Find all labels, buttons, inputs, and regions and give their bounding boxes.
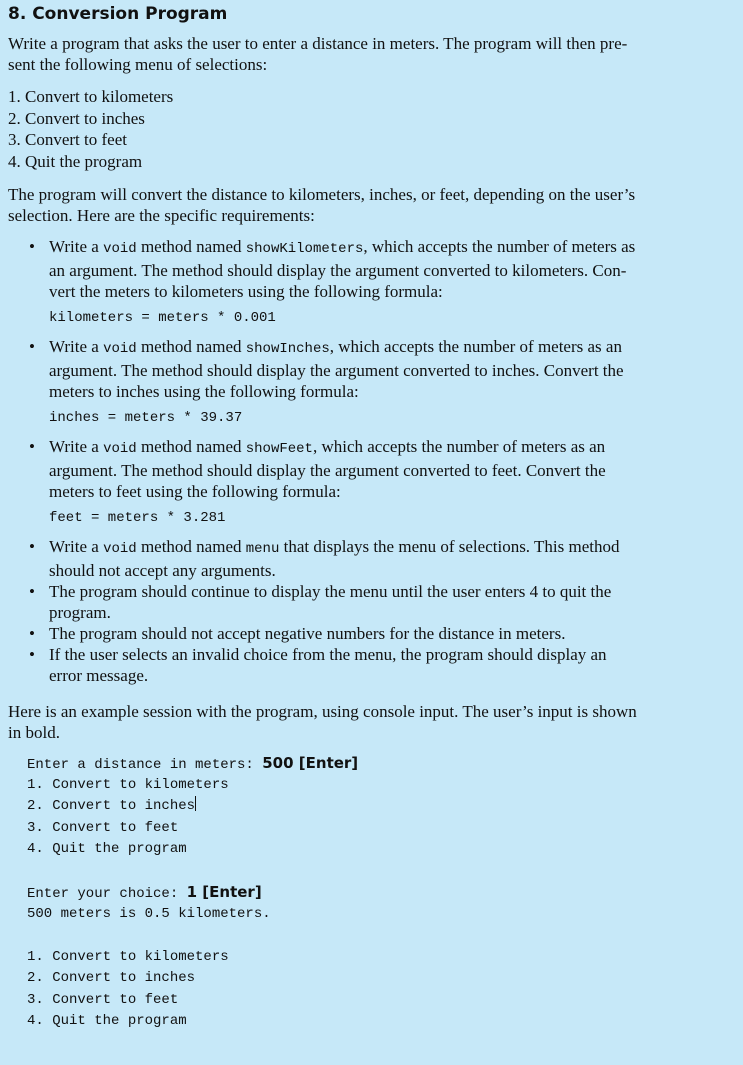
text: an argument. The method should display the argument converted to kilometers. Con- [49, 261, 627, 280]
blank-line [27, 925, 733, 947]
user-input: 500 [Enter] [262, 754, 359, 772]
session-line: 1. Convert to kilometers [27, 776, 229, 793]
requirements-intro-line-1: The program will convert the distance to kilometers, inches, or feet, depending on the user’s [8, 185, 636, 204]
requirement-item [8, 436, 733, 528]
text: error message. [49, 666, 149, 685]
text-cursor [195, 796, 196, 811]
text: method named [136, 437, 246, 456]
bullet-icon: • [29, 645, 35, 664]
text: in bold. [8, 723, 60, 742]
section-heading: 8. Conversion Program [8, 4, 228, 24]
prompt-text: Enter your choice: [27, 886, 187, 902]
session-line: 4. Quit the program [27, 841, 187, 857]
code-method-name: showKilometers [245, 241, 364, 257]
requirements-intro-line-2: selection. Here are the specific requirements: [8, 206, 315, 225]
text: method named [136, 337, 246, 356]
text: Write a [49, 537, 104, 556]
formula: inches = meters * 39.37 [49, 410, 243, 426]
requirement-item [8, 336, 733, 428]
text: vert the meters to kilometers using the following formula: [49, 282, 443, 301]
text: argument. The method should display the argument converted to feet. Convert the [49, 461, 606, 480]
menu-item: 1. Convert to kilometers [8, 87, 174, 106]
requirements-list [8, 236, 733, 686]
text: should not accept any arguments. [49, 561, 276, 580]
text: program. [49, 603, 111, 622]
menu-list [8, 86, 733, 172]
bullet-icon: • [29, 337, 35, 356]
text: , which accepts the number of meters as an [312, 437, 606, 456]
session-line: 3. Convert to feet [27, 991, 179, 1008]
bullet-icon: • [29, 237, 35, 256]
intro-line-1: Write a program that asks the user to enter a distance in meters. The program will then pre- [8, 34, 628, 53]
bullet-icon: • [29, 582, 35, 601]
text: , which accepts the number of meters as [363, 237, 636, 256]
intro-line-2: sent the following menu of selections: [8, 55, 268, 74]
text: Write a [49, 337, 104, 356]
session-line [27, 882, 733, 904]
bullet-icon: • [29, 437, 35, 456]
session-line: 2. Convert to inches [27, 970, 196, 986]
session-line: 1. Convert to kilometers [27, 948, 229, 965]
requirement-item [8, 581, 733, 623]
code-method-name: showFeet [245, 441, 313, 457]
user-input: 1 [Enter] [186, 883, 262, 901]
text: , which accepts the number of meters as an [329, 337, 622, 356]
requirement-item [8, 536, 733, 581]
formula: kilometers = meters * 0.001 [49, 310, 276, 326]
text: Write a [49, 437, 104, 456]
prompt-text: Enter a distance in meters: [27, 757, 263, 773]
menu-item: 4. Quit the program [8, 151, 143, 171]
blank-line [27, 861, 733, 883]
session-line: 4. Quit the program [27, 1013, 187, 1029]
text: 2. Convert to inches [27, 798, 196, 814]
text: meters to feet using the following formula: [49, 482, 341, 501]
requirement-item [8, 623, 733, 644]
example-intro [8, 701, 733, 743]
code-keyword: void [103, 441, 137, 457]
text: argument. The method should display the argument converted to inches. Convert the [49, 361, 624, 380]
text: If the user selects an invalid choice from the menu, the program should display an [49, 645, 607, 664]
text: Write a [49, 237, 104, 256]
session-line: 3. Convert to feet [27, 819, 179, 836]
session-line: 500 meters is 0.5 kilometers. [27, 905, 271, 922]
code-keyword: void [103, 541, 137, 557]
text: Here is an example session with the program, using console input. The user’s input is shown [8, 702, 637, 721]
menu-item: 2. Convert to inches [8, 108, 145, 128]
requirements-intro [8, 184, 733, 226]
formula: feet = meters * 3.281 [49, 510, 226, 526]
text: that displays the menu of selections. This method [279, 537, 620, 556]
code-method-name: menu [245, 541, 280, 557]
example-session [8, 753, 733, 1033]
code-keyword: void [103, 241, 137, 257]
session-line [27, 796, 733, 818]
menu-item: 3. Convert to feet [8, 130, 127, 149]
requirement-item [8, 236, 733, 328]
requirement-item [8, 644, 733, 686]
text: method named [136, 537, 246, 556]
bullet-icon: • [29, 537, 35, 556]
session-line [27, 753, 733, 775]
text: The program should not accept negative numbers for the distance in meters. [49, 624, 566, 643]
text: meters to inches using the following formula: [49, 382, 359, 401]
text: The program should continue to display the menu until the user enters 4 to quit the [49, 582, 612, 601]
bullet-icon: • [29, 624, 35, 643]
intro-paragraph [8, 33, 733, 75]
text: method named [136, 237, 246, 256]
code-keyword: void [103, 341, 137, 357]
code-method-name: showInches [245, 341, 330, 357]
